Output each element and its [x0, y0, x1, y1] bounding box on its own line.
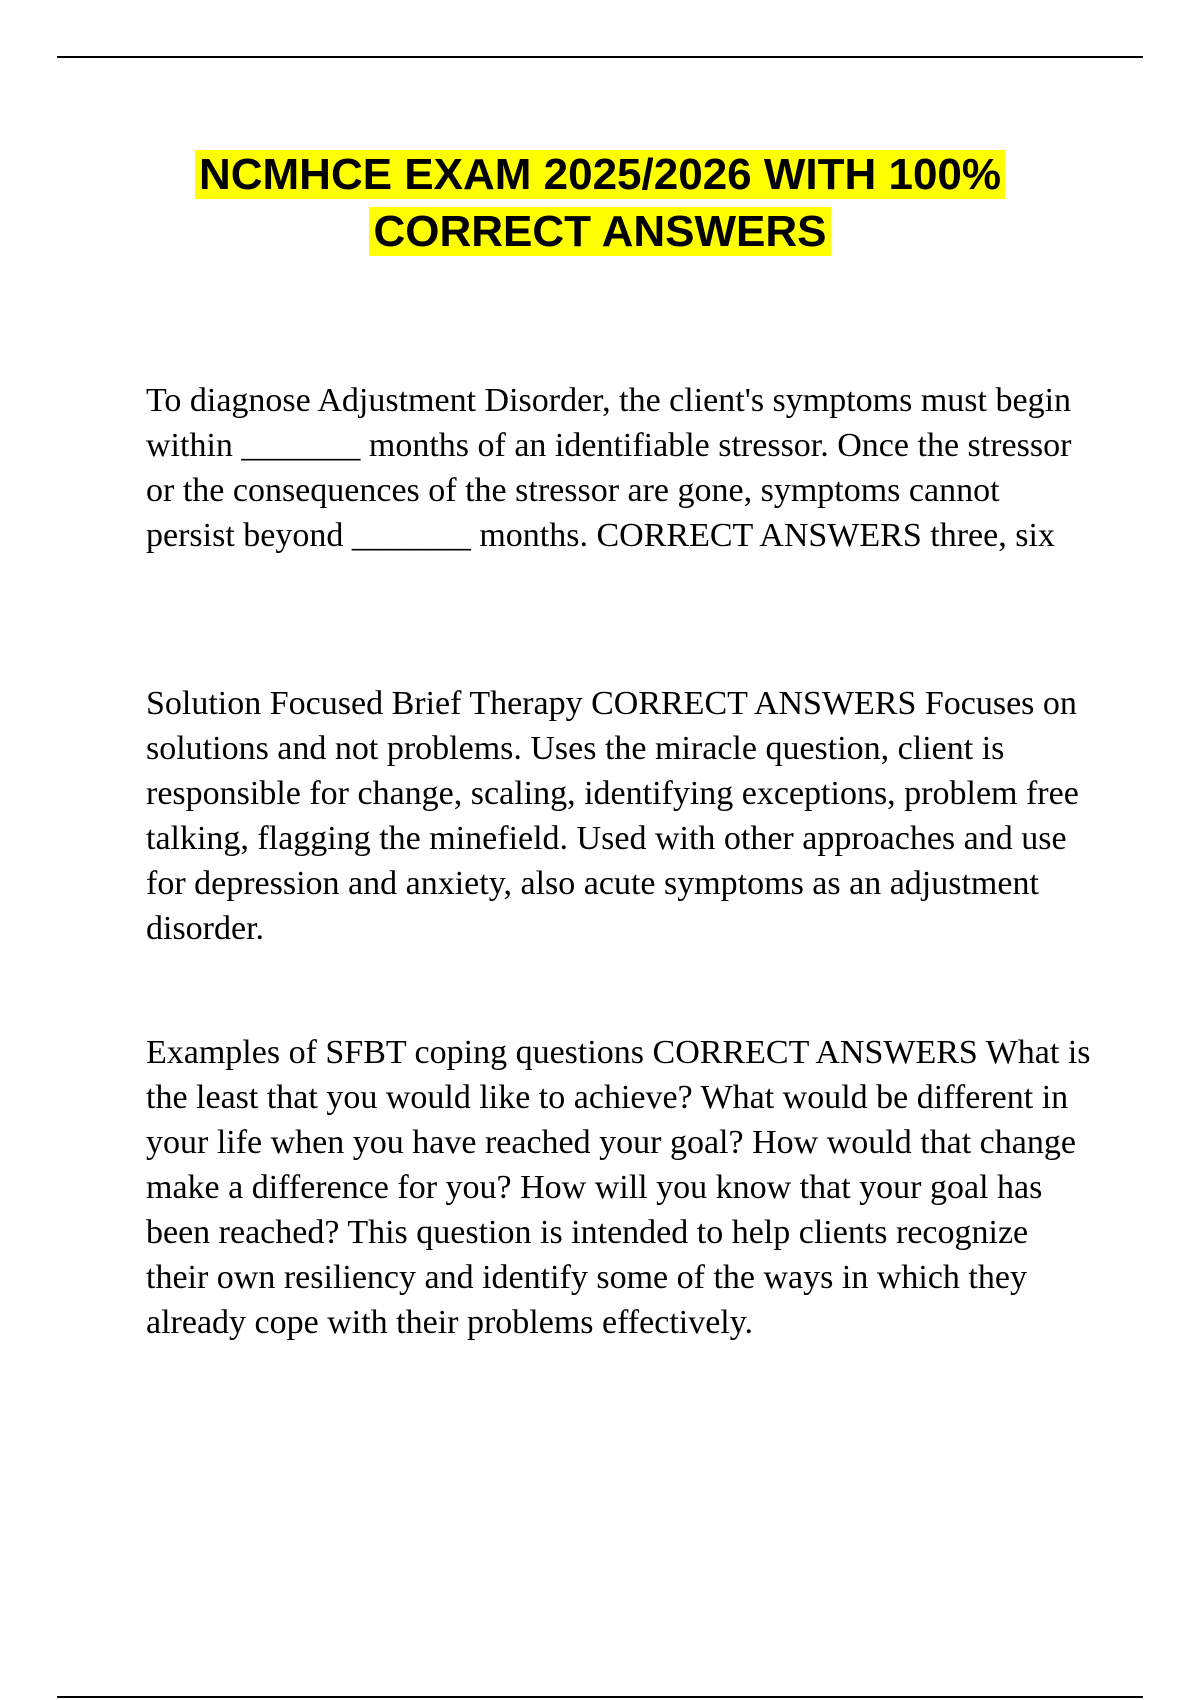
title-line-2: CORRECT ANSWERS [369, 207, 830, 256]
qa-entry-sfbt-coping-questions: Examples of SFBT coping questions CORRECT ANSWERS What is the least that you would like to achieve? What would be different in your life when you have reached your goal? How would that change make a difference for you? How will you know that your goal has been reached? This question is intended to help clients recognize their own resiliency and identify some of the ways in which they already cope with their problems effectively. [146, 1034, 1091, 1341]
title-line-1: NCMHCE EXAM 2025/2026 WITH 100% [195, 150, 1005, 199]
qa-entry-adjustment-disorder: To diagnose Adjustment Disorder, the client's symptoms must begin within _______ months of an identifiable stressor. Once the stressor or the consequences of the stressor are gone, symptoms cannot persist beyond _______ months. CORRECT ANSWERS three, six [146, 382, 1072, 554]
bottom-divider [57, 1696, 1143, 1698]
qa-entry-sfbt: Solution Focused Brief Therapy CORRECT ANSWERS Focuses on solutions and not problems. Uses the miracle question, client is responsible for change, scaling, identifying exceptions, problem free talking, flagging the minefield. Used with other approaches and use for depression and anxiety, also acute symptoms as an adjustment disorder. [146, 685, 1079, 947]
page-title [100, 146, 1100, 260]
top-divider [57, 56, 1143, 58]
